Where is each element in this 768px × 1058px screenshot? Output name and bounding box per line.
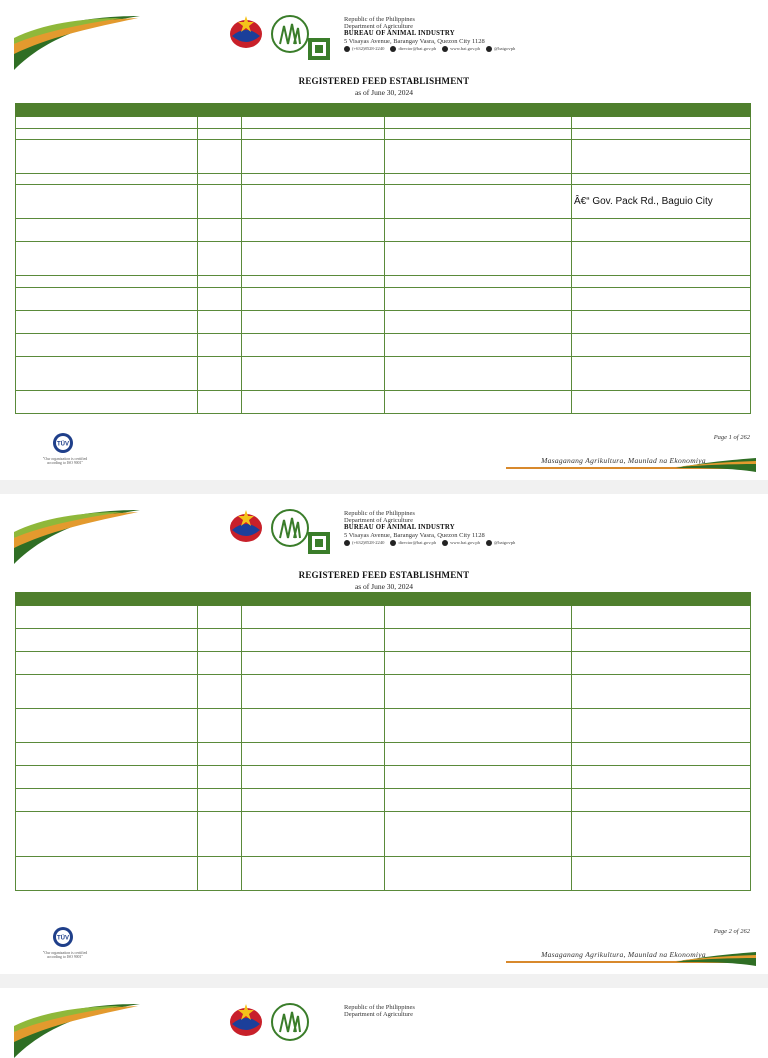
table-cell bbox=[198, 242, 242, 276]
table-cell bbox=[16, 117, 198, 129]
table-cell bbox=[242, 743, 385, 766]
table-cell bbox=[572, 276, 751, 288]
table-cell bbox=[16, 129, 198, 140]
website-text: www.bai.gov.ph bbox=[450, 539, 480, 545]
contact-row bbox=[344, 45, 584, 52]
table-cell bbox=[16, 652, 198, 675]
table-row bbox=[16, 766, 751, 789]
table-cell bbox=[572, 766, 751, 789]
footer-tagline: Masaganang Agrikultura, Maunlad na Ekonomiya bbox=[541, 950, 706, 959]
page-number: Page 1 of 262 bbox=[713, 434, 750, 441]
table-cell bbox=[16, 311, 198, 334]
table-cell bbox=[242, 357, 385, 391]
table-cell bbox=[385, 675, 572, 709]
table-row bbox=[16, 629, 751, 652]
facebook-text: @baigovph bbox=[493, 539, 516, 545]
header-cell bbox=[16, 593, 198, 606]
table-cell bbox=[572, 709, 751, 743]
table-cell bbox=[385, 311, 572, 334]
table-cell bbox=[385, 391, 572, 414]
table-row bbox=[16, 812, 751, 857]
email-text: director@bai.gov.ph bbox=[398, 539, 437, 545]
table-cell bbox=[16, 812, 198, 857]
page-separator bbox=[0, 480, 768, 494]
header-cell bbox=[385, 104, 572, 117]
table-cell bbox=[242, 334, 385, 357]
table-cell bbox=[198, 357, 242, 391]
table-cell bbox=[16, 766, 198, 789]
header-cell bbox=[572, 593, 751, 606]
table-cell bbox=[385, 857, 572, 891]
republic-line: Republic of the Philippines bbox=[344, 510, 415, 517]
header-cell bbox=[242, 104, 385, 117]
table-cell bbox=[385, 629, 572, 652]
table-cell bbox=[16, 185, 198, 219]
document-title: REGISTERED FEED ESTABLISHMENT bbox=[298, 570, 470, 580]
registry-table-page-1 bbox=[15, 103, 751, 414]
table-cell bbox=[572, 812, 751, 857]
table-cell bbox=[242, 185, 385, 219]
table-cell bbox=[572, 334, 751, 357]
table-cell bbox=[385, 129, 572, 140]
table-cell bbox=[198, 766, 242, 789]
republic-line: Republic of the Philippines bbox=[344, 1004, 415, 1011]
table-cell bbox=[385, 174, 572, 185]
table-cell bbox=[198, 334, 242, 357]
table-row bbox=[16, 743, 751, 766]
footer-swoosh bbox=[676, 458, 756, 472]
table-cell bbox=[198, 789, 242, 812]
table-cell bbox=[572, 242, 751, 276]
document-title: REGISTERED FEED ESTABLISHMENT bbox=[298, 76, 470, 86]
table-cell bbox=[16, 242, 198, 276]
table-cell bbox=[198, 629, 242, 652]
table-cell bbox=[572, 606, 751, 629]
phone-icon bbox=[344, 46, 350, 52]
table-cell bbox=[385, 276, 572, 288]
table-cell bbox=[198, 140, 242, 174]
republic-line: Republic of the Philippines bbox=[344, 16, 415, 23]
table-cell bbox=[16, 629, 198, 652]
tuv-certification-logo bbox=[48, 432, 78, 454]
email-text: director@bai.gov.ph bbox=[398, 45, 437, 51]
agency-address: 5 Visayas Avenue, Barangay Vasra, Quezon City 1128 bbox=[344, 37, 485, 45]
table-cell bbox=[242, 675, 385, 709]
table-cell bbox=[385, 606, 572, 629]
table-cell bbox=[242, 857, 385, 891]
document-subtitle: as of June 30, 2024 bbox=[354, 582, 414, 591]
table-cell bbox=[198, 185, 242, 219]
table-cell bbox=[572, 174, 751, 185]
table-row bbox=[16, 288, 751, 311]
agency-swoosh-logo bbox=[12, 508, 142, 564]
table-cell bbox=[385, 743, 572, 766]
table-cell bbox=[198, 743, 242, 766]
table-cell bbox=[385, 288, 572, 311]
table-cell bbox=[16, 140, 198, 174]
phone-icon bbox=[344, 540, 350, 546]
table-cell bbox=[242, 812, 385, 857]
table-cell bbox=[572, 629, 751, 652]
table-row bbox=[16, 117, 751, 129]
table-row bbox=[16, 391, 751, 414]
table-cell bbox=[572, 129, 751, 140]
table-cell bbox=[198, 117, 242, 129]
table-cell bbox=[572, 140, 751, 174]
cert-line-1: "Our organization is certified bbox=[42, 951, 88, 955]
table-row bbox=[16, 311, 751, 334]
table-row bbox=[16, 709, 751, 743]
table-cell bbox=[242, 242, 385, 276]
table-cell bbox=[572, 857, 751, 891]
table-cell bbox=[572, 288, 751, 311]
agency-swoosh-logo bbox=[12, 14, 142, 70]
website-text: www.bai.gov.ph bbox=[450, 45, 480, 51]
table-cell bbox=[198, 276, 242, 288]
globe-icon bbox=[442, 540, 448, 546]
table-cell bbox=[242, 288, 385, 311]
page-number: Page 2 of 262 bbox=[713, 928, 750, 935]
table-cell bbox=[16, 334, 198, 357]
contact-row bbox=[344, 539, 584, 546]
agency-swoosh-logo bbox=[12, 1002, 142, 1058]
department-line: Department of Agriculture bbox=[344, 517, 413, 525]
table-cell bbox=[242, 789, 385, 812]
table-cell bbox=[385, 766, 572, 789]
document-page-2 bbox=[0, 494, 768, 974]
table-row bbox=[16, 675, 751, 709]
agency-address: 5 Visayas Avenue, Barangay Vasra, Quezon City 1128 bbox=[344, 531, 485, 539]
table-cell bbox=[572, 652, 751, 675]
table-cell bbox=[385, 242, 572, 276]
table-cell bbox=[385, 185, 572, 219]
header-cell bbox=[242, 593, 385, 606]
table-cell bbox=[16, 857, 198, 891]
table-cell bbox=[16, 174, 198, 185]
agency-header-text bbox=[344, 16, 584, 52]
header-cell bbox=[16, 104, 198, 117]
bureau-name: BUREAU OF ANIMAL INDUSTRY bbox=[344, 30, 455, 38]
table-cell bbox=[242, 276, 385, 288]
table-cell bbox=[572, 311, 751, 334]
table-cell bbox=[198, 174, 242, 185]
table-row bbox=[16, 789, 751, 812]
table-cell bbox=[16, 675, 198, 709]
table-cell bbox=[385, 652, 572, 675]
footer-tagline: Masaganang Agrikultura, Maunlad na Ekonomiya bbox=[541, 456, 706, 465]
table-cell bbox=[385, 812, 572, 857]
table-cell bbox=[198, 652, 242, 675]
table-cell bbox=[198, 288, 242, 311]
header-cell bbox=[385, 593, 572, 606]
table-cell bbox=[572, 117, 751, 129]
government-seals-logo bbox=[228, 508, 340, 558]
table-cell bbox=[16, 743, 198, 766]
document-page-3 bbox=[0, 988, 768, 1048]
registry-table-page-2 bbox=[15, 592, 751, 891]
table-cell bbox=[16, 219, 198, 242]
tuv-certification-logo bbox=[48, 926, 78, 948]
facebook-icon bbox=[486, 540, 492, 546]
table-row bbox=[16, 357, 751, 391]
table-row bbox=[16, 334, 751, 357]
cert-line-2: according to ISO 9001" bbox=[46, 955, 84, 960]
table-cell bbox=[572, 789, 751, 812]
table-cell bbox=[198, 129, 242, 140]
table-header-bar bbox=[16, 104, 751, 117]
phone-text: (+632)8528-2240 bbox=[352, 539, 385, 545]
document-page-1 bbox=[0, 0, 768, 480]
table-cell bbox=[242, 629, 385, 652]
table-row bbox=[16, 652, 751, 675]
facebook-text: @baigovph bbox=[493, 45, 516, 51]
email-icon bbox=[390, 46, 396, 52]
table-cell bbox=[198, 311, 242, 334]
bureau-name: BUREAU OF ANIMAL INDUSTRY bbox=[344, 524, 455, 532]
header-cell bbox=[198, 593, 242, 606]
table-cell bbox=[385, 357, 572, 391]
table-cell bbox=[385, 334, 572, 357]
table-row bbox=[16, 185, 751, 219]
government-seals-logo bbox=[228, 14, 340, 64]
svg-text:TÜV: TÜV bbox=[57, 441, 69, 448]
table-cell bbox=[242, 117, 385, 129]
table-cell bbox=[385, 140, 572, 174]
table-cell bbox=[572, 357, 751, 391]
header-cell bbox=[198, 104, 242, 117]
table-cell bbox=[16, 391, 198, 414]
table-header-bar bbox=[16, 593, 751, 606]
table-cell bbox=[572, 743, 751, 766]
cert-line-2: according to ISO 9001" bbox=[46, 461, 84, 466]
table-cell bbox=[242, 652, 385, 675]
table-cell bbox=[242, 391, 385, 414]
table-cell bbox=[16, 709, 198, 743]
agency-header-text bbox=[344, 510, 584, 546]
table-cell bbox=[198, 857, 242, 891]
table-cell bbox=[198, 675, 242, 709]
agency-header-text bbox=[344, 1004, 584, 1018]
table-cell bbox=[242, 766, 385, 789]
table-cell bbox=[385, 117, 572, 129]
table-cell bbox=[198, 219, 242, 242]
table-cell bbox=[572, 391, 751, 414]
table-cell bbox=[242, 219, 385, 242]
table-cell bbox=[198, 709, 242, 743]
table-cell bbox=[572, 675, 751, 709]
cert-line-1: "Our organization is certified bbox=[42, 457, 88, 461]
table-cell bbox=[242, 709, 385, 743]
table-row bbox=[16, 140, 751, 174]
header-cell bbox=[572, 104, 751, 117]
svg-text:TÜV: TÜV bbox=[57, 935, 69, 942]
table-cell bbox=[385, 709, 572, 743]
table-cell bbox=[572, 219, 751, 242]
government-seals-logo bbox=[228, 1002, 340, 1052]
document-subtitle: as of June 30, 2024 bbox=[354, 88, 414, 97]
table-cell bbox=[16, 789, 198, 812]
table-cell bbox=[242, 129, 385, 140]
table-cell bbox=[242, 174, 385, 185]
table-cell bbox=[16, 357, 198, 391]
table-row bbox=[16, 129, 751, 140]
department-line: Department of Agriculture bbox=[344, 1011, 413, 1019]
department-line: Department of Agriculture bbox=[344, 23, 413, 31]
table-row bbox=[16, 606, 751, 629]
table-cell bbox=[198, 606, 242, 629]
table-row bbox=[16, 857, 751, 891]
email-icon bbox=[390, 540, 396, 546]
footer-swoosh bbox=[676, 952, 756, 966]
table-cell bbox=[16, 288, 198, 311]
table-row bbox=[16, 276, 751, 288]
table-cell bbox=[16, 276, 198, 288]
table-row bbox=[16, 174, 751, 185]
phone-text: (+632)8528-2240 bbox=[352, 45, 385, 51]
facebook-icon bbox=[486, 46, 492, 52]
table-cell bbox=[198, 812, 242, 857]
table-cell bbox=[242, 606, 385, 629]
address-cell: Â€“ Gov. Pack Rd., Baguio City bbox=[572, 185, 751, 219]
certification-statement bbox=[20, 457, 110, 466]
table-cell bbox=[198, 391, 242, 414]
table-cell bbox=[385, 219, 572, 242]
table-cell bbox=[242, 311, 385, 334]
page-separator bbox=[0, 974, 768, 988]
table-row bbox=[16, 219, 751, 242]
certification-statement bbox=[20, 951, 110, 960]
table-cell bbox=[242, 140, 385, 174]
table-cell bbox=[385, 789, 572, 812]
globe-icon bbox=[442, 46, 448, 52]
table-cell bbox=[16, 606, 198, 629]
table-row bbox=[16, 242, 751, 276]
